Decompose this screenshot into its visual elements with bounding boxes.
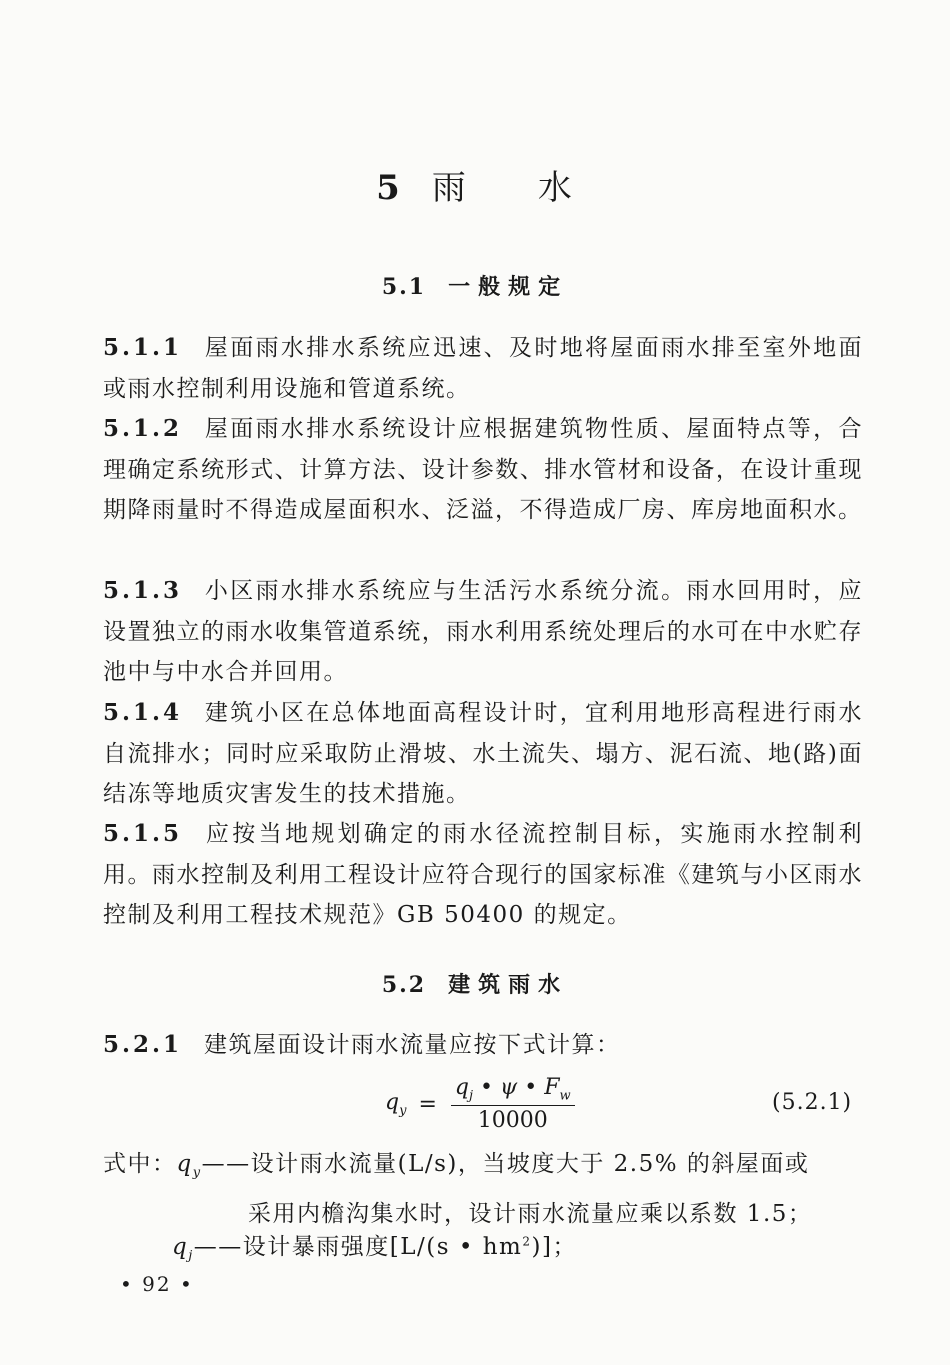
clause-number: 5.1.5 <box>103 820 183 847</box>
where-var-qj: $q_j$ <box>172 1234 194 1264</box>
section-number: 5.1 <box>381 274 427 300</box>
section-title-5-1 <box>0 270 950 301</box>
clause-text: 屋面雨水排水系统设计应根据建筑物性质、屋面特点等，合理确定系统形式、计算方法、设计参数、排水管材和设备，在设计重现期降雨量时不得造成屋面积水、泛溢，不得造成厂房、库房地面积水。 <box>103 416 863 523</box>
clause-5-1-4 <box>103 693 863 815</box>
clause-number: 5.1.2 <box>103 415 183 442</box>
clause-text: 建筑小区在总体地面高程设计时，宜利用地形高程进行雨水自流排水；同时应采取防止滑坡、水土流失、塌方、泥石流、地(路)面结冻等地质灾害发生的技术措施。 <box>103 700 863 807</box>
formula-equals: = <box>418 1091 437 1117</box>
clause-text: 建筑屋面设计雨水流量应按下式计算： <box>204 1032 621 1058</box>
where-prefix: 式中： <box>103 1151 177 1177</box>
clause-text: 应按当地规划确定的雨水径流控制目标，实施雨水控制利用。雨水控制及利用工程设计应符合现行的国家标准《建筑与小区雨水控制及利用工程技术规范》GB 50400 的规定。 <box>103 821 863 928</box>
clause-number: 5.2.1 <box>103 1031 183 1058</box>
where-desc-qj: ——设计暴雨强度[L/(s • $hm^2$)]； <box>193 1234 577 1260</box>
clause-5-2-1 <box>103 1025 863 1066</box>
clause-text: 小区雨水排水系统应与生活污水系统分流。雨水回用时，应设置独立的雨水收集管道系统，雨水利用系统处理后的水可在中水贮存池中与中水合并回用。 <box>103 578 863 685</box>
clause-5-1-3 <box>103 571 863 693</box>
clause-5-1-2 <box>103 409 863 531</box>
clause-number: 5.1.4 <box>103 699 183 726</box>
formula-lhs: $q_y$ <box>385 1090 407 1119</box>
chapter-number: 5 <box>376 168 402 208</box>
section-name: 建筑雨水 <box>448 972 569 998</box>
clause-5-1-5 <box>103 814 863 936</box>
formula-number: (5.2.1) <box>772 1090 853 1115</box>
page-number: • 92 • <box>120 1272 194 1296</box>
formula-denominator: 10000 <box>477 1108 548 1134</box>
formula-fraction <box>451 1075 575 1133</box>
where-var-qy: $q_y$ <box>176 1151 202 1181</box>
where-desc-qy: ——设计雨水流量(L/s)，当坡度大于 2.5% 的斜屋面或 <box>201 1151 810 1177</box>
section-number: 5.2 <box>381 972 427 998</box>
chapter-title-char-1: 雨 <box>431 168 468 208</box>
section-name: 一般规定 <box>448 274 569 300</box>
chapter-title-char-2: 水 <box>537 168 574 208</box>
clause-text: 屋面雨水排水系统应迅速、及时地将屋面雨水排至室外地面或雨水控制利用设施和管道系统。 <box>103 335 863 402</box>
section-title-5-2 <box>0 968 950 999</box>
where-desc-qy-cont: 采用内檐沟集水时，设计雨水流量应乘以系数 1.5； <box>248 1201 813 1228</box>
clause-number: 5.1.1 <box>103 334 183 361</box>
where-block <box>103 1144 873 1235</box>
formula-5-2-1 <box>385 1075 575 1133</box>
clause-5-1-1 <box>103 328 863 409</box>
clause-number: 5.1.3 <box>103 577 183 604</box>
formula-numerator: $q_j$ • ψ • $F_w$ <box>451 1075 575 1106</box>
chapter-title <box>0 160 950 209</box>
where-line-qj <box>172 1228 577 1264</box>
